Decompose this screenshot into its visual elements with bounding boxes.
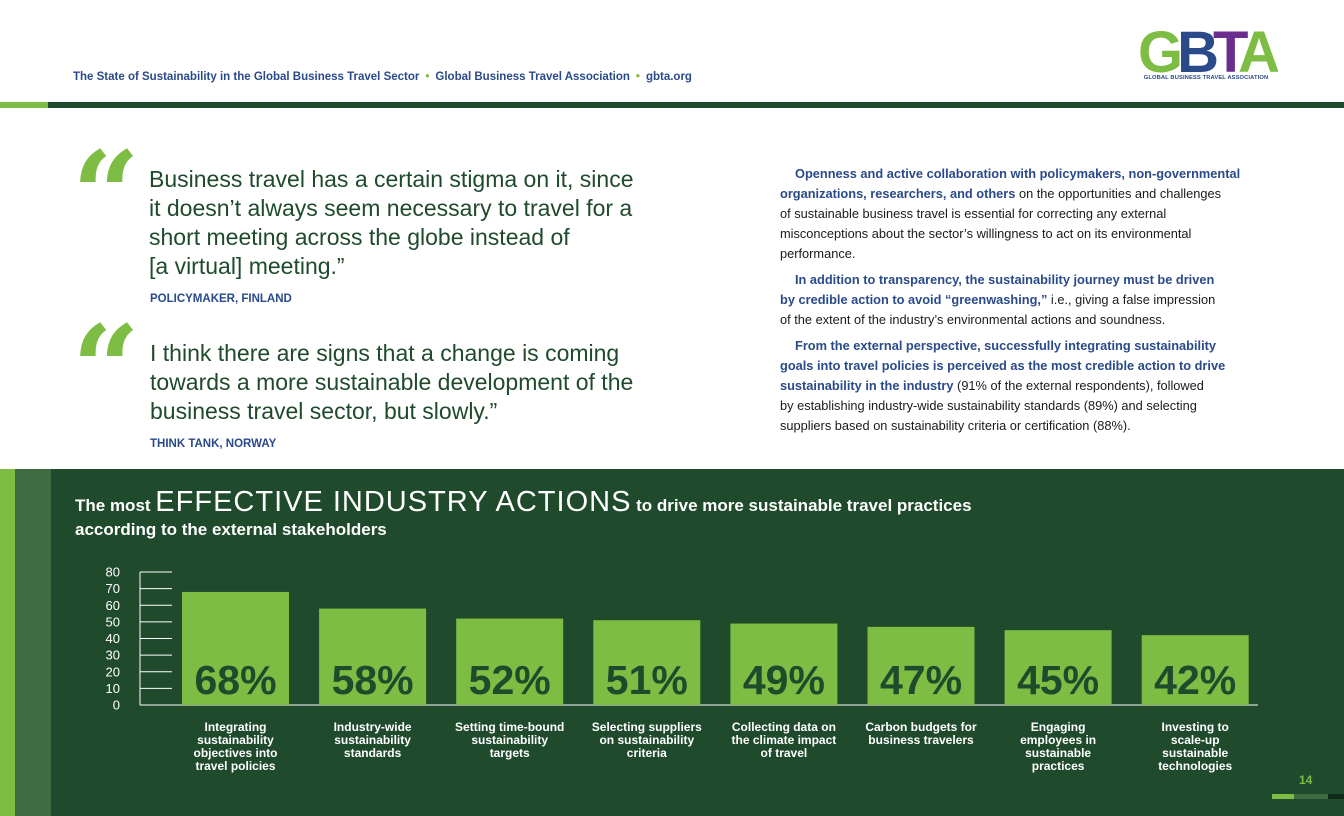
paragraph-line: [780, 376, 1270, 396]
paragraph-3: [780, 336, 1270, 436]
header-breadcrumb: [73, 71, 692, 83]
category-label-line: Setting time-bound: [455, 720, 565, 734]
separator-dot: •: [635, 71, 640, 83]
category-label: [193, 720, 277, 773]
quote-2-attribution: THINK TANK, NORWAY: [150, 438, 277, 450]
page-marker: [1328, 794, 1344, 799]
quote-1-attribution: POLICYMAKER, FINLAND: [150, 293, 292, 305]
quote-2: [150, 339, 633, 426]
y-tick-label: 50: [105, 614, 120, 630]
header-url[interactable]: gbta.org: [645, 71, 692, 83]
chart-title-emphasis: EFFECTIVE INDUSTRY ACTIONS: [155, 486, 632, 518]
category-label-line: employees in: [1020, 733, 1097, 747]
paragraph-line: by establishing industry-wide sustainability standards (89%) and selecting: [780, 398, 1197, 413]
category-label: [592, 720, 702, 760]
page-marker: [1294, 794, 1328, 799]
category-label: [1158, 720, 1232, 773]
category-label-line: Industry-wide: [333, 720, 412, 734]
logo-tagline: GLOBAL BUSINESS TRAVEL ASSOCIATION: [1143, 75, 1269, 81]
quote-line: towards a more sustainable development of the: [150, 369, 634, 395]
paragraph-line: misconceptions about the sector’s willingness to act on its environmental: [780, 226, 1192, 241]
category-label: [1020, 720, 1096, 773]
y-tick-label: 0: [112, 697, 120, 713]
category-label: [865, 720, 977, 747]
paragraph-line: of the extent of the industry’s environmental actions and soundness.: [780, 312, 1166, 327]
y-tick-label: 70: [105, 581, 120, 597]
y-tick-label: 80: [105, 564, 120, 580]
bar-value-label: 49%: [742, 657, 825, 703]
chart-title-line: according to the external stakeholders: [75, 520, 387, 539]
category-label-line: Selecting suppliers: [591, 720, 702, 734]
category-label-line: sustainability: [334, 733, 411, 747]
paragraph-line: goals into travel policies is perceived as the most credible action to drive: [780, 358, 1226, 373]
body-text-span: i.e., giving a false impression: [1047, 292, 1216, 307]
quote-1: [149, 165, 634, 281]
paragraph-2: [780, 270, 1270, 330]
bar-chart: [0, 469, 1344, 816]
category-label-line: Investing to: [1161, 720, 1229, 734]
highlight-text: sustainability in the industry: [780, 378, 954, 393]
category-label-line: technologies: [1158, 759, 1233, 773]
category-label-line: sustainability: [197, 733, 274, 747]
highlight-text: organizations, researchers, and others: [780, 186, 1016, 201]
paragraph-line: Openness and active collaboration with policymakers, non-governmental: [795, 166, 1241, 181]
category-label-line: sustainable: [1025, 746, 1092, 760]
y-tick-label: 60: [105, 597, 120, 613]
category-label-line: practices: [1031, 759, 1085, 773]
category-label-line: sustainability: [471, 733, 549, 747]
category-label-line: scale-up: [1170, 733, 1220, 747]
bar-value-label: 47%: [879, 657, 963, 703]
category-label-line: of travel: [760, 746, 808, 760]
category-label-line: Collecting data on: [731, 720, 836, 734]
bar-value-label: 51%: [605, 657, 688, 703]
bar-value-label: 45%: [1017, 657, 1100, 703]
bar-value-label: 52%: [468, 657, 551, 703]
quote-mark-icon: “: [72, 125, 140, 264]
header-band: [48, 102, 1344, 108]
page-marker: [1272, 794, 1294, 799]
quote-line: I think there are signs that a change is coming: [150, 340, 620, 366]
bar-value-label: 68%: [194, 657, 277, 703]
chart-title-part: The most: [75, 496, 156, 515]
paragraph-line: performance.: [780, 246, 856, 261]
category-label-line: Integrating: [204, 720, 267, 734]
bar-value-label: 42%: [1154, 657, 1237, 703]
body-text: [780, 164, 1270, 442]
paragraph-line: suppliers based on sustainability criteria or certification (88%).: [780, 418, 1131, 433]
paragraph-line: [780, 184, 1270, 204]
category-label-line: standards: [343, 746, 402, 760]
quote-line: business travel sector, but slowly.”: [150, 398, 498, 424]
category-label: [732, 720, 837, 760]
category-label-line: Engaging: [1030, 720, 1086, 734]
category-label-line: Carbon budgets for: [865, 720, 977, 734]
category-label-line: sustainable: [1162, 746, 1229, 760]
category-label: [455, 720, 564, 760]
quote-mark-icon: “: [72, 299, 140, 438]
category-label-line: criteria: [626, 746, 667, 760]
header-org: Global Business Travel Association: [435, 71, 630, 83]
body-text-span: (91% of the external respondents), followed: [953, 378, 1204, 393]
category-label-line: the climate impact: [731, 733, 837, 747]
paragraph-1: [780, 164, 1270, 264]
category-label-line: on sustainability: [599, 733, 695, 747]
header-band-accent: [0, 102, 48, 108]
svg-text:GBTA: GBTA: [1138, 22, 1275, 85]
quote-line: it doesn’t always seem necessary to travel for a: [149, 195, 633, 221]
paragraph-line: From the external perspective, successfully integrating sustainability: [795, 338, 1217, 353]
paragraph-line: [780, 290, 1270, 310]
quote-line: [a virtual] meeting.”: [149, 253, 345, 279]
y-tick-label: 20: [105, 664, 120, 680]
category-label-line: travel policies: [195, 759, 276, 773]
chart-title-part: to drive more sustainable travel practices: [631, 496, 972, 515]
page-number: 14: [1299, 773, 1313, 787]
category-label-line: targets: [489, 746, 530, 760]
y-tick-label: 40: [105, 631, 120, 646]
header-title: The State of Sustainability in the Global Business Travel Sector: [73, 71, 420, 83]
quote-line: Business travel has a certain stigma on it, since: [149, 166, 634, 192]
category-label-line: business travelers: [868, 733, 974, 747]
paragraph-line: In addition to transparency, the sustainability journey must be driven: [795, 272, 1215, 287]
highlight-text: by credible action to avoid “greenwashing,”: [780, 292, 1048, 307]
category-label-line: objectives into: [193, 746, 278, 760]
quote-line: short meeting across the globe instead of: [149, 224, 570, 250]
bar-value-label: 58%: [331, 657, 414, 703]
body-text-span: on the opportunities and challenges: [1015, 186, 1222, 201]
category-label: [334, 720, 412, 760]
y-tick-label: 10: [105, 680, 120, 696]
paragraph-line: of sustainable business travel is essential for correcting any external: [780, 206, 1167, 221]
y-tick-label: 30: [105, 647, 120, 663]
separator-dot: •: [425, 71, 430, 83]
